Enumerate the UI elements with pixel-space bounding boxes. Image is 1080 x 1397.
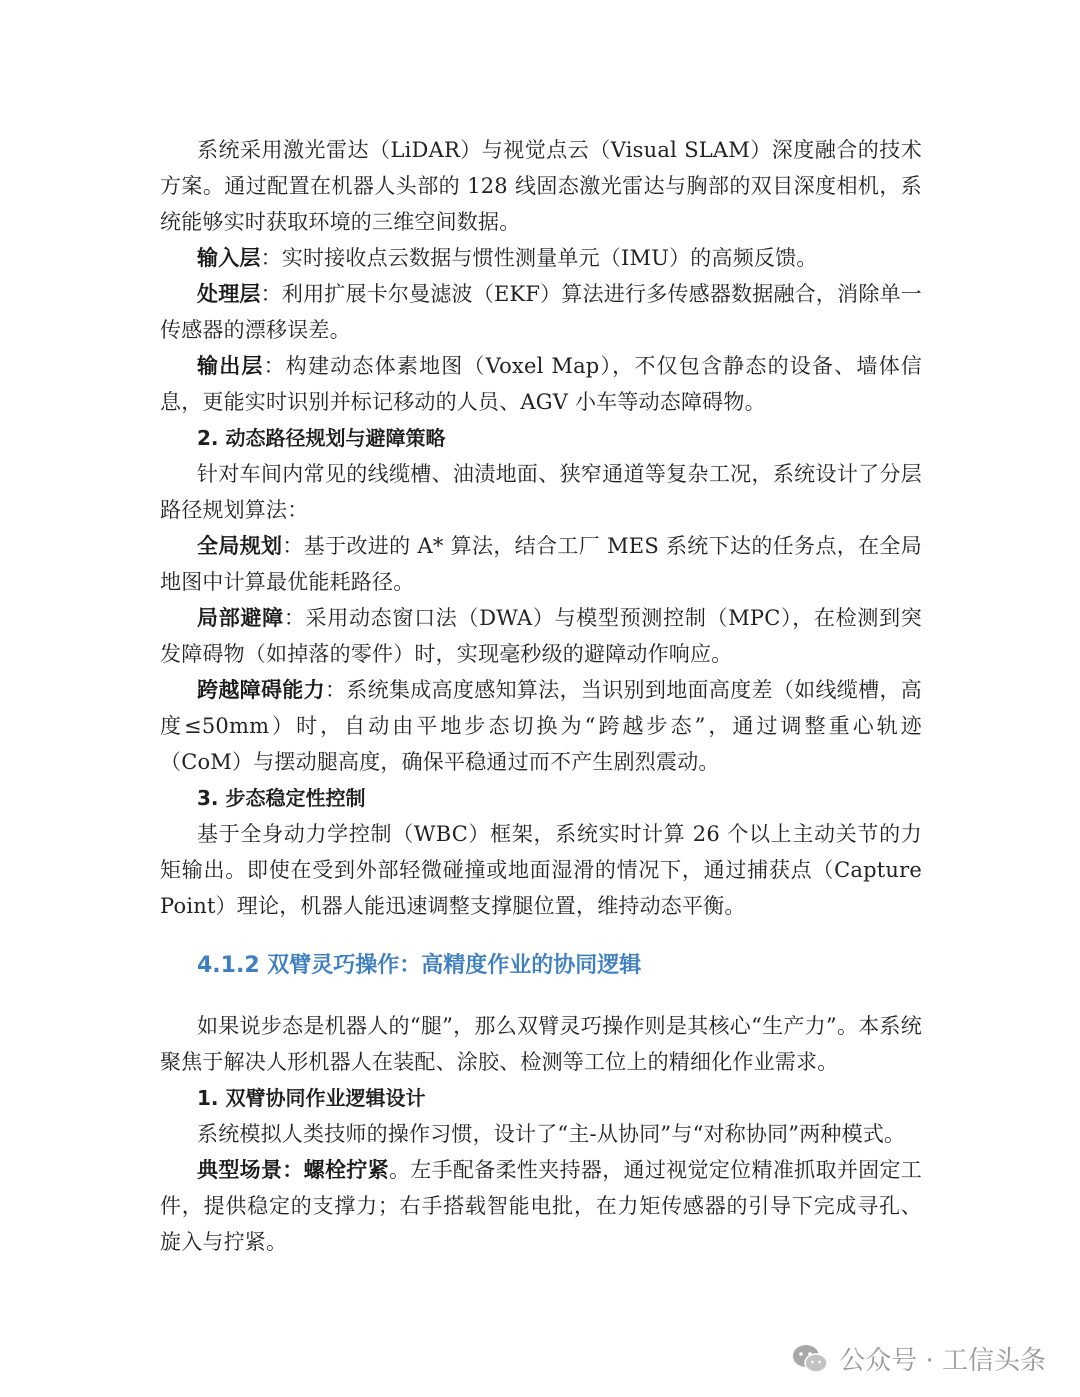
global-planning-paragraph xyxy=(160,528,922,600)
local-avoidance-text: ：采用动态窗口法（DWA）与模型预测控制（MPC），在检测到突发障碍物（如掉落的零件）时，实现毫秒级的避障动作响应。 xyxy=(160,606,922,666)
obstacle-crossing-label: 跨越障碍能力 xyxy=(197,678,325,702)
dual-arm-intro: 如果说步态是机器人的“腿”，那么双臂灵巧操作则是其核心“生产力”。本系统聚焦于解决人形机器人在装配、涂胶、检测等工位上的精细化作业需求。 xyxy=(160,1014,922,1074)
typical-scene-text: 。左手配备柔性夹持器，通过视觉定位精准抓取并固定工件，提供稳定的支撑力；右手搭载智能电批，在力矩传感器的引导下完成寻孔、旋入与拧紧。 xyxy=(160,1158,922,1254)
layer-process-text: ：利用扩展卡尔曼滤波（EKF）算法进行多传感器数据融合，消除单一传感器的漂移误差。 xyxy=(160,282,922,342)
layer-output-paragraph xyxy=(160,348,922,420)
layer-output-label: 输出层 xyxy=(197,354,264,378)
layer-process-paragraph xyxy=(160,276,922,348)
subheading-gait-stability: 3. 步态稳定性控制 xyxy=(197,786,366,810)
intro-paragraph: 系统采用激光雷达（LiDAR）与视觉点云（Visual SLAM）深度融合的技术方案。通过配置在机器人头部的 128 线固态激光雷达与胸部的双目深度相机，系统能够实时获取环境的三维空间数据。 xyxy=(160,138,922,234)
section-heading: 4.1.2 双臂灵巧操作：高精度作业的协同逻辑 xyxy=(197,953,642,978)
watermark xyxy=(791,1340,1046,1377)
layer-input-paragraph xyxy=(160,240,922,276)
gait-stability-paragraph: 基于全身动力学控制（WBC）框架，系统实时计算 26 个以上主动关节的力矩输出。即使在受到外部轻微碰撞或地面湿滑的情况下，通过捕获点（Capture Point）理论，机器人能迅速调整支撑腿位置，维持动态平衡。 xyxy=(160,822,922,918)
watermark-text: 公众号 · 工信头条 xyxy=(839,1346,1046,1376)
obstacle-crossing-text: ：系统集成高度感知算法，当识别到地面高度差（如线缆槽，高度≤50mm）时，自动由平地步态切换为“跨越步态”，通过调整重心轨迹（CoM）与摆动腿高度，确保平稳通过而不产生剧烈震动。 xyxy=(160,678,922,774)
obstacle-crossing-paragraph xyxy=(160,672,922,780)
local-avoidance-label: 局部避障 xyxy=(197,606,284,630)
layer-process-label: 处理层 xyxy=(197,282,261,306)
layer-output-text: ：构建动态体素地图（Voxel Map），不仅包含静态的设备、墙体信息，更能实时识别并标记移动的人员、AGV 小车等动态障碍物。 xyxy=(160,354,922,414)
layer-input-text: ：实时接收点云数据与惯性测量单元（IMU）的高频反馈。 xyxy=(260,246,818,270)
wechat-logo-icon xyxy=(791,1343,829,1375)
document-body xyxy=(160,132,922,1260)
layer-input-label: 输入层 xyxy=(197,246,261,270)
path-planning-intro: 针对车间内常见的线缆槽、油渍地面、狭窄通道等复杂工况，系统设计了分层路径规划算法： xyxy=(160,462,922,522)
subheading-path-planning: 2. 动态路径规划与避障策略 xyxy=(197,426,446,450)
global-planning-text: ：基于改进的 A* 算法，结合工厂 MES 系统下达的任务点，在全局地图中计算最优能耗路径。 xyxy=(160,534,922,594)
dual-arm-logic-paragraph: 系统模拟人类技师的操作习惯，设计了“主-从协同”与“对称协同”两种模式。 xyxy=(197,1122,906,1146)
typical-scene-paragraph xyxy=(160,1152,922,1260)
local-avoidance-paragraph xyxy=(160,600,922,672)
subheading-dual-arm-logic: 1. 双臂协同作业逻辑设计 xyxy=(197,1086,426,1110)
typical-scene-label: 典型场景：螺栓拧紧 xyxy=(197,1158,389,1182)
global-planning-label: 全局规划 xyxy=(197,534,283,558)
